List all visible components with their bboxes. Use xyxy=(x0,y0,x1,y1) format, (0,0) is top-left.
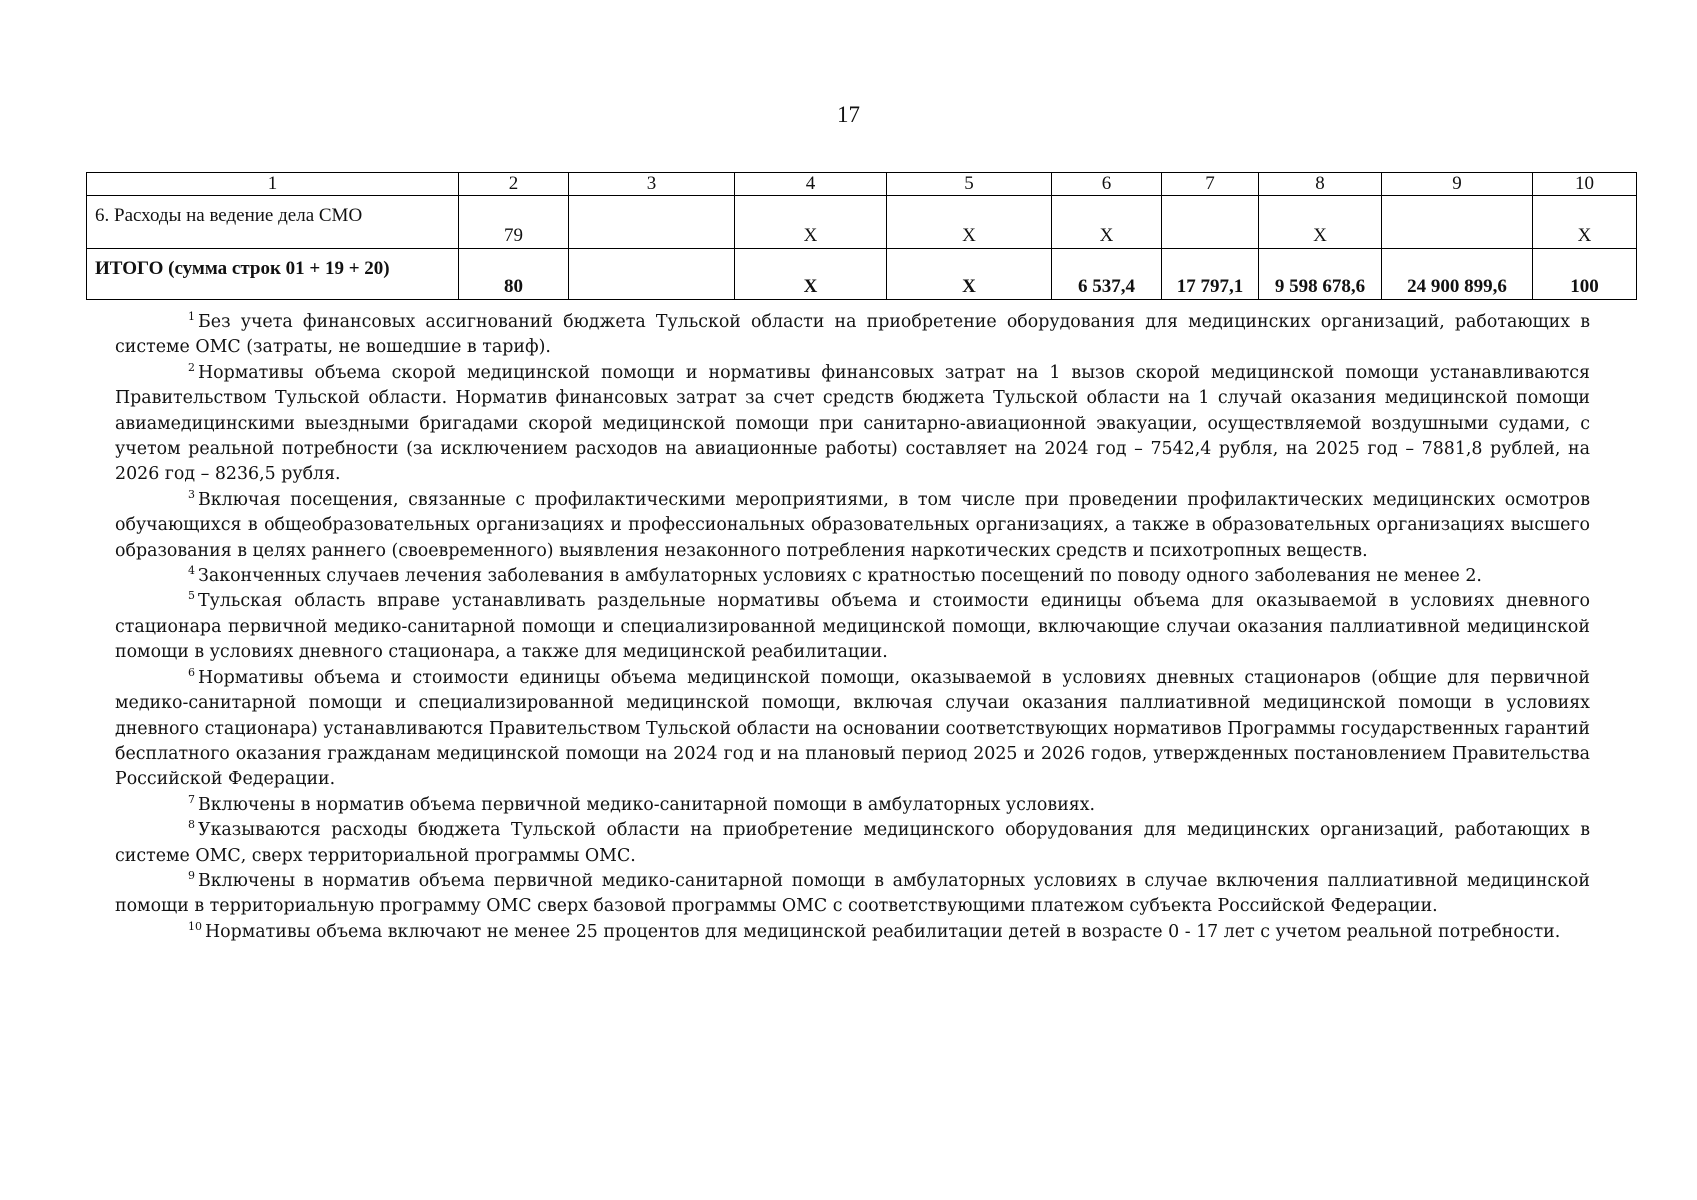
footnote xyxy=(115,589,1590,665)
page-number: 17 xyxy=(837,102,860,127)
column-number: 9 xyxy=(1382,173,1533,196)
column-number: 8 xyxy=(1259,173,1382,196)
table-cell: 100 xyxy=(1533,249,1637,300)
column-number: 5 xyxy=(887,173,1052,196)
table-cell xyxy=(569,249,735,300)
column-number: 6 xyxy=(1052,173,1162,196)
footnote-text: Включены в норматив объема первичной медико-санитарной помощи в амбулаторных условиях. xyxy=(198,794,1096,815)
table-cell: 9 598 678,6 xyxy=(1259,249,1382,300)
footnotes xyxy=(115,310,1590,945)
footnote xyxy=(115,666,1590,793)
row-name: 6. Расходы на ведение дела СМО xyxy=(87,196,459,249)
table-cell: 24 900 899,6 xyxy=(1382,249,1533,300)
column-number: 4 xyxy=(735,173,887,196)
footnote-text: Тульская область вправе устанавливать раздельные нормативы объема и стоимости единицы объема для оказываемой в условиях дневного стационара первичной медико-санитарной помощи и специализированной медицинской помощи, включающие случаи оказания паллиативной медицинской помощи в условиях дневного стационара, а также для медицинской реабилитации. xyxy=(115,591,1590,663)
footnote-mark: 3 xyxy=(188,487,195,501)
footnote-text: Включены в норматив объема первичной медико-санитарной помощи в амбулаторных условиях в случае включения паллиативной медицинской помощи в территориальную программу ОМС сверх базовой программы ОМС с соответствующими платежом субъекта Российской Федерации. xyxy=(115,870,1590,917)
footnote-mark: 7 xyxy=(188,792,195,806)
footnote-mark: 10 xyxy=(188,919,202,933)
footnote xyxy=(115,361,1590,488)
table-row xyxy=(87,196,1637,249)
footnote-mark: 8 xyxy=(188,818,195,832)
column-number: 10 xyxy=(1533,173,1637,196)
footnote xyxy=(115,793,1590,818)
column-number: 7 xyxy=(1162,173,1259,196)
table-cell: Х xyxy=(887,249,1052,300)
footnote xyxy=(115,488,1590,564)
footnote-text: Нормативы объема включают не менее 25 процентов для медицинской реабилитации детей в возрасте 0 - 17 лет с учетом реальной потребности. xyxy=(205,921,1561,942)
footnote-text: Нормативы объема и стоимости единицы объема медицинской помощи, оказываемой в условиях дневных стационаров (общие для первичной медико-санитарной помощи и специализированной медицинской помощи, включая случаи оказания паллиативной медицинской помощи в условиях дневного стационара) устанавливаются Правительством Тульской области на основании соответствующих нормативов Программы государственных гарантий бесплатного оказания гражданам медицинской помощи на 2024 год и на плановый период 2025 и 2026 годов, утвержденных постановлением Правительства Российской Федерации. xyxy=(115,667,1590,790)
table-cell xyxy=(1382,196,1533,249)
footnote-text: Законченных случаев лечения заболевания в амбулаторных условиях с кратностью посещений по поводу одного заболевания не менее 2. xyxy=(198,566,1482,587)
table-cell: 6 537,4 xyxy=(1052,249,1162,300)
table-cell: Х xyxy=(735,196,887,249)
table-cell: Х xyxy=(1259,196,1382,249)
table-cell: 17 797,1 xyxy=(1162,249,1259,300)
footnote xyxy=(115,818,1590,869)
footnote-mark: 2 xyxy=(188,360,195,374)
footnote-mark: 1 xyxy=(188,310,195,323)
row-name: ИТОГО (сумма строк 01 + 19 + 20) xyxy=(87,249,459,300)
table-row-total xyxy=(87,249,1637,300)
footnote xyxy=(115,564,1590,589)
table-cell: 79 xyxy=(459,196,569,249)
footnote xyxy=(115,869,1590,920)
column-number: 3 xyxy=(569,173,735,196)
footnote-text: Нормативы объема скорой медицинской помощи и нормативы финансовых затрат на 1 вызов скорой медицинской помощи устанавливаются Правительством Тульской области. Норматив финансовых затрат за счет средств бюджета Тульской области на 1 случай оказания медицинской помощи авиамедицинскими выездными бригадами скорой медицинской помощи при санитарно-авиационной эвакуации, осуществляемой воздушными судами, с учетом реальной потребности (за исключением расходов на авиационные работы) составляет на 2024 год – 7542,4 рубля, на 2025 год – 7881,8 рублей, на 2026 год – 8236,5 рубля. xyxy=(115,362,1590,485)
footnote-mark: 6 xyxy=(188,665,195,679)
footnote-text: Включая посещения, связанные с профилактическими мероприятиями, в том числе при проведении профилактических медицинских осмотров обучающихся в общеобразовательных организациях и профессиональных образовательных организациях, а также в образовательных организациях высшего образования в целях раннего (своевременного) выявления незаконного потребления наркотических средств и психотропных веществ. xyxy=(115,489,1590,561)
footnote-mark: 4 xyxy=(188,564,195,578)
footnote xyxy=(115,920,1590,945)
table-cell xyxy=(1162,196,1259,249)
table-cell: Х xyxy=(887,196,1052,249)
table-cell: Х xyxy=(1533,196,1637,249)
column-number: 1 xyxy=(87,173,459,196)
table-cell xyxy=(569,196,735,249)
data-table xyxy=(86,172,1637,300)
table-header-row xyxy=(87,173,1637,196)
footnote-text: Указываются расходы бюджета Тульской области на приобретение медицинского оборудования для медицинских организаций, работающих в системе ОМС, сверх территориальной программы ОМС. xyxy=(115,820,1590,866)
table-cell: 80 xyxy=(459,249,569,300)
column-number: 2 xyxy=(459,173,569,196)
footnote-mark: 5 xyxy=(188,589,195,603)
footnote xyxy=(115,310,1590,361)
footnote-text: Без учета финансовых ассигнований бюджета Тульской области на приобретение оборудования для медицинских организаций, работающих в системе ОМС (затраты, не вошедшие в тариф). xyxy=(115,312,1590,358)
footnote-mark: 9 xyxy=(188,868,195,882)
table-cell: Х xyxy=(735,249,887,300)
table-cell: Х xyxy=(1052,196,1162,249)
